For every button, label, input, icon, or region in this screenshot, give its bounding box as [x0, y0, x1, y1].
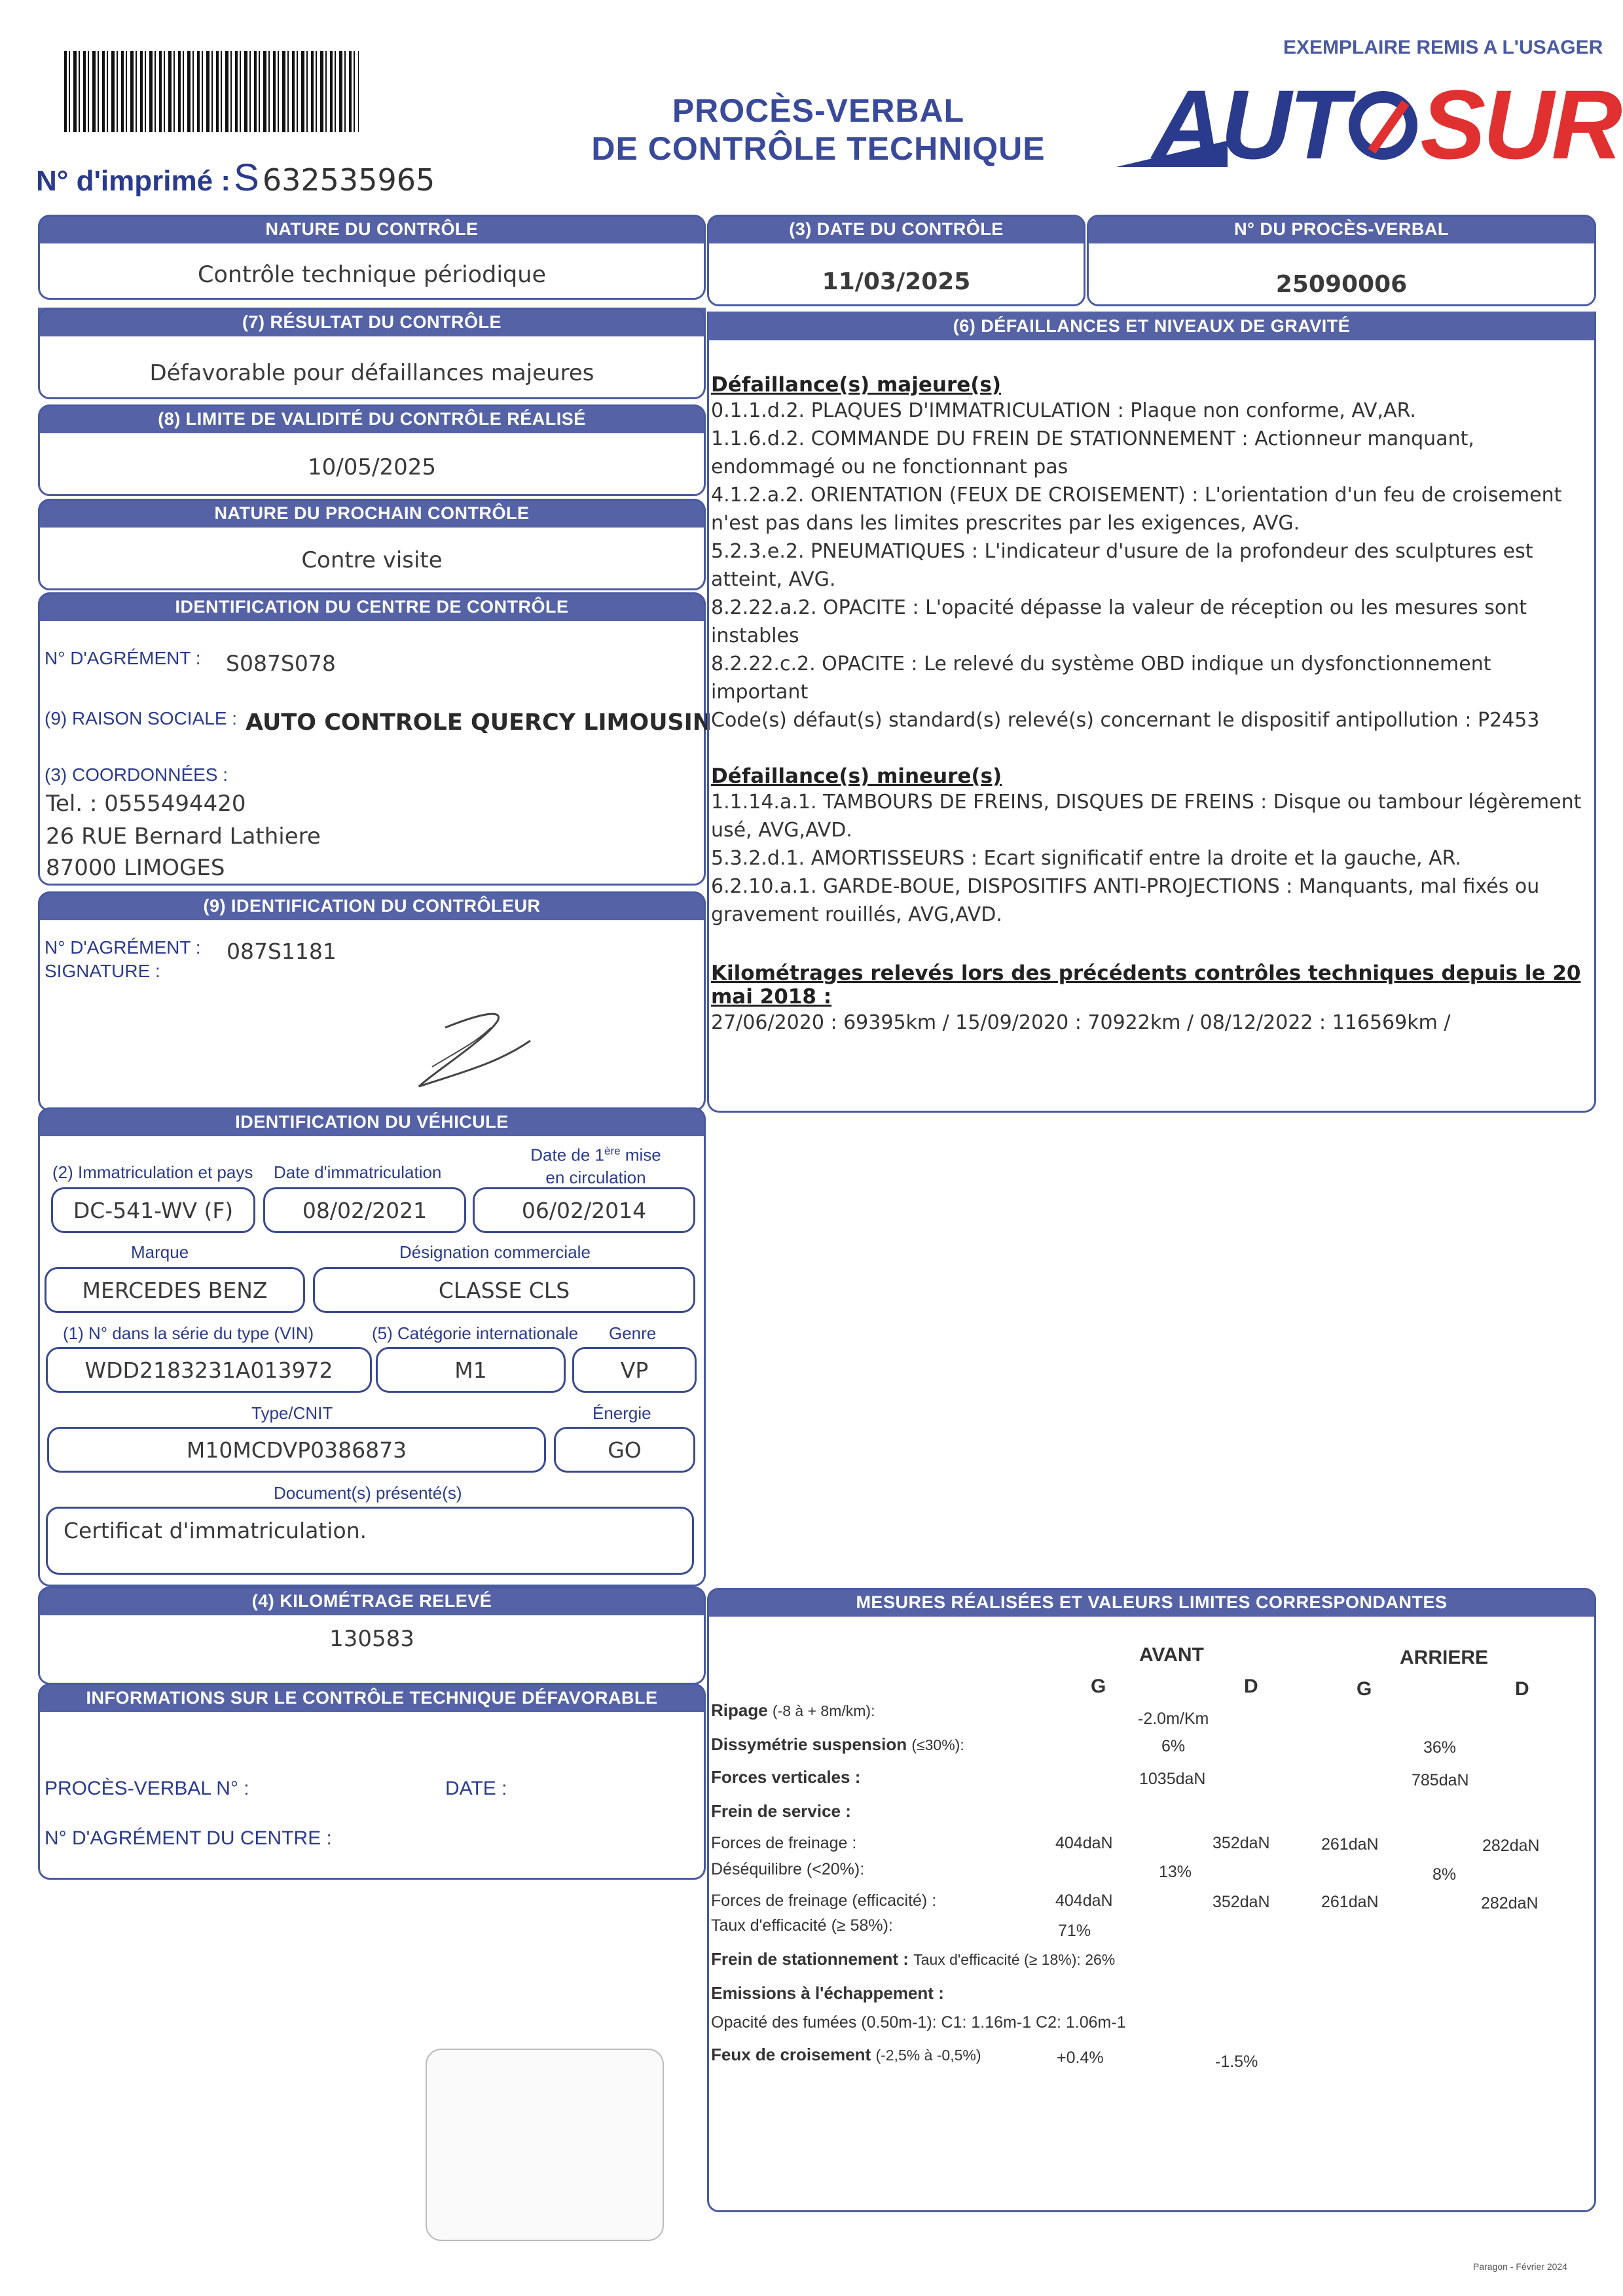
- measures-arriere: ARRIERE: [1400, 1647, 1489, 1668]
- next-control-value: Contre visite: [301, 547, 443, 573]
- major-defect-line: Code(s) défaut(s) standard(s) relevé(s) concernant le dispositif antipollution : P2453: [711, 709, 1540, 732]
- defects-header: (6) DÉFAILLANCES ET NIVEAUX DE GRAVITÉ: [707, 312, 1596, 340]
- ffe-avg: 404daN: [1055, 1892, 1113, 1910]
- taux-value: 71%: [1058, 1922, 1091, 1940]
- mileage-value: 130583: [329, 1626, 414, 1652]
- measures-avant: AVANT: [1139, 1644, 1204, 1666]
- ripage-note: (-8 à + 8m/km):: [772, 1702, 875, 1719]
- immat-label: (2) Immatriculation et pays: [52, 1162, 253, 1182]
- unfavorable-agrement-label: N° D'AGRÉMENT DU CENTRE :: [45, 1827, 332, 1849]
- genre-value: VP: [572, 1347, 697, 1393]
- vin-value: WDD2183231A013972: [46, 1347, 372, 1393]
- result-value: Défavorable pour défaillances majeures: [149, 360, 594, 386]
- ff-arg: 261daN: [1321, 1835, 1379, 1854]
- major-defect-line: 4.1.2.a.2. ORIENTATION (FEUX DE CROISEMENT) : L'orientation d'un feu de croisement: [711, 484, 1562, 507]
- controller-agrement-value: 087S1181: [227, 939, 337, 964]
- print-number-value: 632535965: [262, 162, 435, 198]
- document-title-line2: DE CONTRÔLE TECHNIQUE: [591, 130, 1046, 167]
- ffe-avd: 352daN: [1213, 1893, 1270, 1911]
- dissym-av: 6%: [1161, 1737, 1186, 1755]
- major-defect-line: 8.2.22.c.2. OPACITE : Le relevé du système OBD indique un dysfonctionnement: [711, 653, 1491, 675]
- nature-header: NATURE DU CONTRÔLE: [38, 215, 706, 243]
- logo-text-aut: AUT: [1152, 69, 1347, 179]
- opacite-text: Opacité des fumées (0.50m-1): C1: 1.16m-1 C2: 1.06m-1: [711, 2013, 1126, 2032]
- controller-agrement-label: N° D'AGRÉMENT :: [45, 937, 201, 958]
- center-raison-label: (9) RAISON SOCIALE :: [45, 708, 238, 728]
- ripage-label: Ripage: [711, 1700, 768, 1720]
- controller-header: (9) IDENTIFICATION DU CONTRÔLEUR: [38, 891, 706, 920]
- center-agrement-label: N° D'AGRÉMENT :: [45, 648, 201, 668]
- marque-value: MERCEDES BENZ: [45, 1267, 305, 1313]
- ripage-row: [711, 1700, 875, 1721]
- dissym-note: (≤30%):: [911, 1736, 964, 1753]
- dissym-ar: 36%: [1423, 1738, 1457, 1757]
- measures-arriere-d: D: [1515, 1678, 1529, 1700]
- forces-vert-label: Forces verticales :: [711, 1767, 861, 1787]
- km-history-title-line1: Kilométrages relevés lors des précédents contrôles techniques depuis le 20: [711, 961, 1581, 985]
- first-circ-label: [504, 1140, 687, 1189]
- first-circ-label-sup: ère: [604, 1145, 621, 1157]
- stamp-area: [426, 2049, 664, 2241]
- logo-text: [1152, 69, 1620, 179]
- ffe-label: Forces de freinage (efficacité) :: [711, 1892, 937, 1910]
- categorie-value: M1: [376, 1347, 566, 1393]
- first-circ-label-a: Date de 1: [530, 1145, 605, 1165]
- major-defect-line: n'est pas dans les limites prescrites par les exigences, AVG.: [711, 512, 1300, 535]
- center-raison-value: AUTO CONTROLE QUERCY LIMOUSIN: [246, 709, 712, 736]
- forces-vert-ar: 785daN: [1412, 1771, 1469, 1789]
- center-address2: 87000 LIMOGES: [46, 855, 225, 881]
- ffe-ard: 282daN: [1481, 1894, 1539, 1912]
- measures-arriere-g: G: [1357, 1678, 1372, 1700]
- taux-label: Taux d'efficacité (≥ 58%):: [711, 1916, 893, 1935]
- deseq-ar: 8%: [1432, 1865, 1457, 1884]
- date-header: (3) DATE DU CONTRÔLE: [707, 215, 1085, 243]
- validity-value: 10/05/2025: [308, 454, 436, 480]
- vin-label: (1) N° dans la série du type (VIN): [63, 1323, 314, 1343]
- major-defect-line: 5.2.3.e.2. PNEUMATIQUES : L'indicateur d'usure de la profondeur des sculptures est: [711, 540, 1533, 563]
- feux-note: (-2,5% à -0,5%): [875, 2047, 981, 2064]
- center-coord-label: (3) COORDONNÉES :: [45, 764, 228, 785]
- stationnement-label: Frein de stationnement :: [711, 1949, 909, 1969]
- result-header: (7) RÉSULTAT DU CONTRÔLE: [38, 308, 706, 336]
- energie-value: GO: [554, 1427, 695, 1473]
- km-history: 27/06/2020 : 69395km / 15/09/2020 : 70922km / 08/12/2022 : 116569km /: [711, 1011, 1451, 1034]
- deseq-av: 13%: [1159, 1863, 1192, 1881]
- vehicle-header: IDENTIFICATION DU VÉHICULE: [38, 1107, 706, 1136]
- frein-service-label: Frein de service :: [711, 1801, 851, 1821]
- minor-defect-line: 6.2.10.a.1. GARDE-BOUE, DISPOSITIFS ANTI-PROJECTIONS : Manquants, mal fixés ou: [711, 875, 1540, 898]
- edition-note: Paragon - Février 2024: [1473, 2261, 1567, 2272]
- ffe-arg: 261daN: [1321, 1893, 1379, 1911]
- dissym-label: Dissymétrie suspension: [711, 1734, 907, 1754]
- next-control-box: [38, 499, 706, 590]
- genre-label: Genre: [609, 1323, 657, 1343]
- document-title-line1: PROCÈS-VERBAL: [672, 92, 965, 129]
- feux-row: [711, 2045, 981, 2065]
- designation-label: Désignation commerciale: [399, 1242, 591, 1262]
- validity-box: [38, 404, 706, 496]
- major-defect-line: 0.1.1.d.2. PLAQUES D'IMMATRICULATION : Plaque non conforme, AV,AR.: [711, 399, 1416, 422]
- ff-ard: 282daN: [1482, 1837, 1540, 1855]
- unfavorable-header: INFORMATIONS SUR LE CONTRÔLE TECHNIQUE DÉFAVORABLE: [38, 1683, 706, 1712]
- measures-avant-g: G: [1091, 1676, 1106, 1697]
- date-immat-value: 08/02/2021: [263, 1187, 466, 1233]
- center-header: IDENTIFICATION DU CENTRE DE CONTRÔLE: [38, 592, 706, 621]
- minor-defects-list: [711, 788, 1595, 929]
- first-circ-label-c: en circulation: [545, 1167, 646, 1187]
- dissym-row: [711, 1734, 964, 1755]
- km-history-title-line2: mai 2018 :: [711, 985, 832, 1009]
- date-immat-label: Date d'immatriculation: [274, 1162, 442, 1182]
- mileage-header: (4) KILOMÉTRAGE RELEVÉ: [38, 1587, 706, 1615]
- pv-header: N° DU PROCÈS-VERBAL: [1087, 215, 1596, 243]
- stationnement-note: Taux d'efficacité (≥ 18%): 26%: [913, 1951, 1116, 1968]
- measures-header: MESURES RÉALISÉES ET VALEURS LIMITES CORRESPONDANTES: [707, 1588, 1596, 1617]
- first-circ-value: 06/02/2014: [473, 1187, 695, 1233]
- major-defect-line: important: [711, 681, 809, 704]
- major-defect-line: endommagé ou ne fonctionnant pas: [711, 456, 1068, 478]
- next-control-header: NATURE DU PROCHAIN CONTRÔLE: [38, 499, 706, 528]
- minor-defect-line: 5.3.2.d.1. AMORTISSEURS : Ecart significatif entre la droite et la gauche, AR.: [711, 847, 1461, 870]
- measures-avant-d: D: [1244, 1676, 1258, 1697]
- ff-avg: 404daN: [1055, 1834, 1113, 1852]
- copy-label: EXEMPLAIRE REMIS A L'USAGER: [1283, 37, 1603, 58]
- minor-defect-line: gravement rouillés, AVG,AVD.: [711, 903, 1002, 926]
- signature-icon: [406, 1001, 537, 1093]
- energie-label: Énergie: [593, 1403, 651, 1423]
- print-number-prefix: S: [234, 156, 259, 199]
- controller-signature-label: SIGNATURE :: [45, 961, 160, 981]
- center-address1: 26 RUE Bernard Lathiere: [46, 823, 321, 850]
- cnit-label: Type/CNIT: [251, 1403, 333, 1423]
- defects-content: [711, 373, 1595, 1037]
- autosur-logo: [1116, 69, 1620, 183]
- feux-label: Feux de croisement: [711, 2045, 871, 2064]
- first-circ-label-b: mise: [620, 1145, 661, 1165]
- print-number-label: N° d'imprimé :: [36, 165, 230, 197]
- nature-value: Contrôle technique périodique: [198, 262, 546, 288]
- major-defect-line: instables: [711, 624, 799, 647]
- pv-value: 25090006: [1275, 271, 1408, 298]
- barcode: [64, 51, 359, 132]
- forces-freinage-label: Forces de freinage :: [711, 1834, 857, 1852]
- ff-avd: 352daN: [1213, 1834, 1270, 1852]
- cnit-value: M10MCDVP0386873: [47, 1427, 546, 1473]
- minor-defects-title: Défaillance(s) mineure(s): [711, 764, 1002, 788]
- stationnement-row: [711, 1949, 1115, 1969]
- major-defect-line: 8.2.22.a.2. OPACITE : L'opacité dépasse la valeur de réception ou les mesures sont: [711, 596, 1527, 619]
- documents-value: Certificat d'immatriculation.: [46, 1507, 694, 1575]
- emissions-label: Emissions à l'échappement :: [711, 1983, 944, 2003]
- validity-header: (8) LIMITE DE VALIDITÉ DU CONTRÔLE RÉALISÉ: [38, 404, 706, 433]
- major-defect-line: atteint, AVG.: [711, 568, 836, 591]
- ripage-av: -2.0m/Km: [1138, 1710, 1209, 1728]
- feux-d: -1.5%: [1215, 2053, 1258, 2071]
- immat-value: DC-541-WV (F): [51, 1187, 255, 1233]
- logo-text-sur: SUR: [1420, 69, 1620, 179]
- controller-box: [38, 891, 706, 1111]
- minor-defect-line: 1.1.14.a.1. TAMBOURS DE FREINS, DISQUES DE FREINS : Disque ou tambour légèrement: [711, 791, 1582, 814]
- feux-g: +0.4%: [1057, 2049, 1104, 2067]
- print-number: [36, 156, 435, 200]
- logo-o-icon: [1349, 91, 1417, 160]
- minor-defect-line: usé, AVG,AVD.: [711, 819, 852, 842]
- unfavorable-date-label: DATE :: [445, 1778, 507, 1799]
- designation-value: CLASSE CLS: [313, 1267, 695, 1313]
- center-agrement-value: S087S078: [226, 651, 336, 676]
- center-tel: Tel. : 0555494420: [46, 791, 246, 817]
- forces-vert-av: 1035daN: [1139, 1770, 1206, 1788]
- date-value: 11/03/2025: [822, 268, 971, 295]
- major-defects-list: [711, 397, 1595, 734]
- unfavorable-pv-label: PROCÈS-VERBAL N° :: [45, 1778, 249, 1799]
- categorie-label: (5) Catégorie internationale: [372, 1323, 579, 1343]
- deseq-label: Déséquilibre (<20%):: [711, 1860, 865, 1878]
- major-defect-line: 1.1.6.d.2. COMMANDE DU FREIN DE STATIONNEMENT : Actionneur manquant,: [711, 427, 1474, 450]
- document-title: [563, 92, 1074, 168]
- marque-label: Marque: [131, 1242, 189, 1262]
- documents-label: Document(s) présenté(s): [274, 1483, 462, 1503]
- major-defects-title: Défaillance(s) majeure(s): [711, 373, 1002, 397]
